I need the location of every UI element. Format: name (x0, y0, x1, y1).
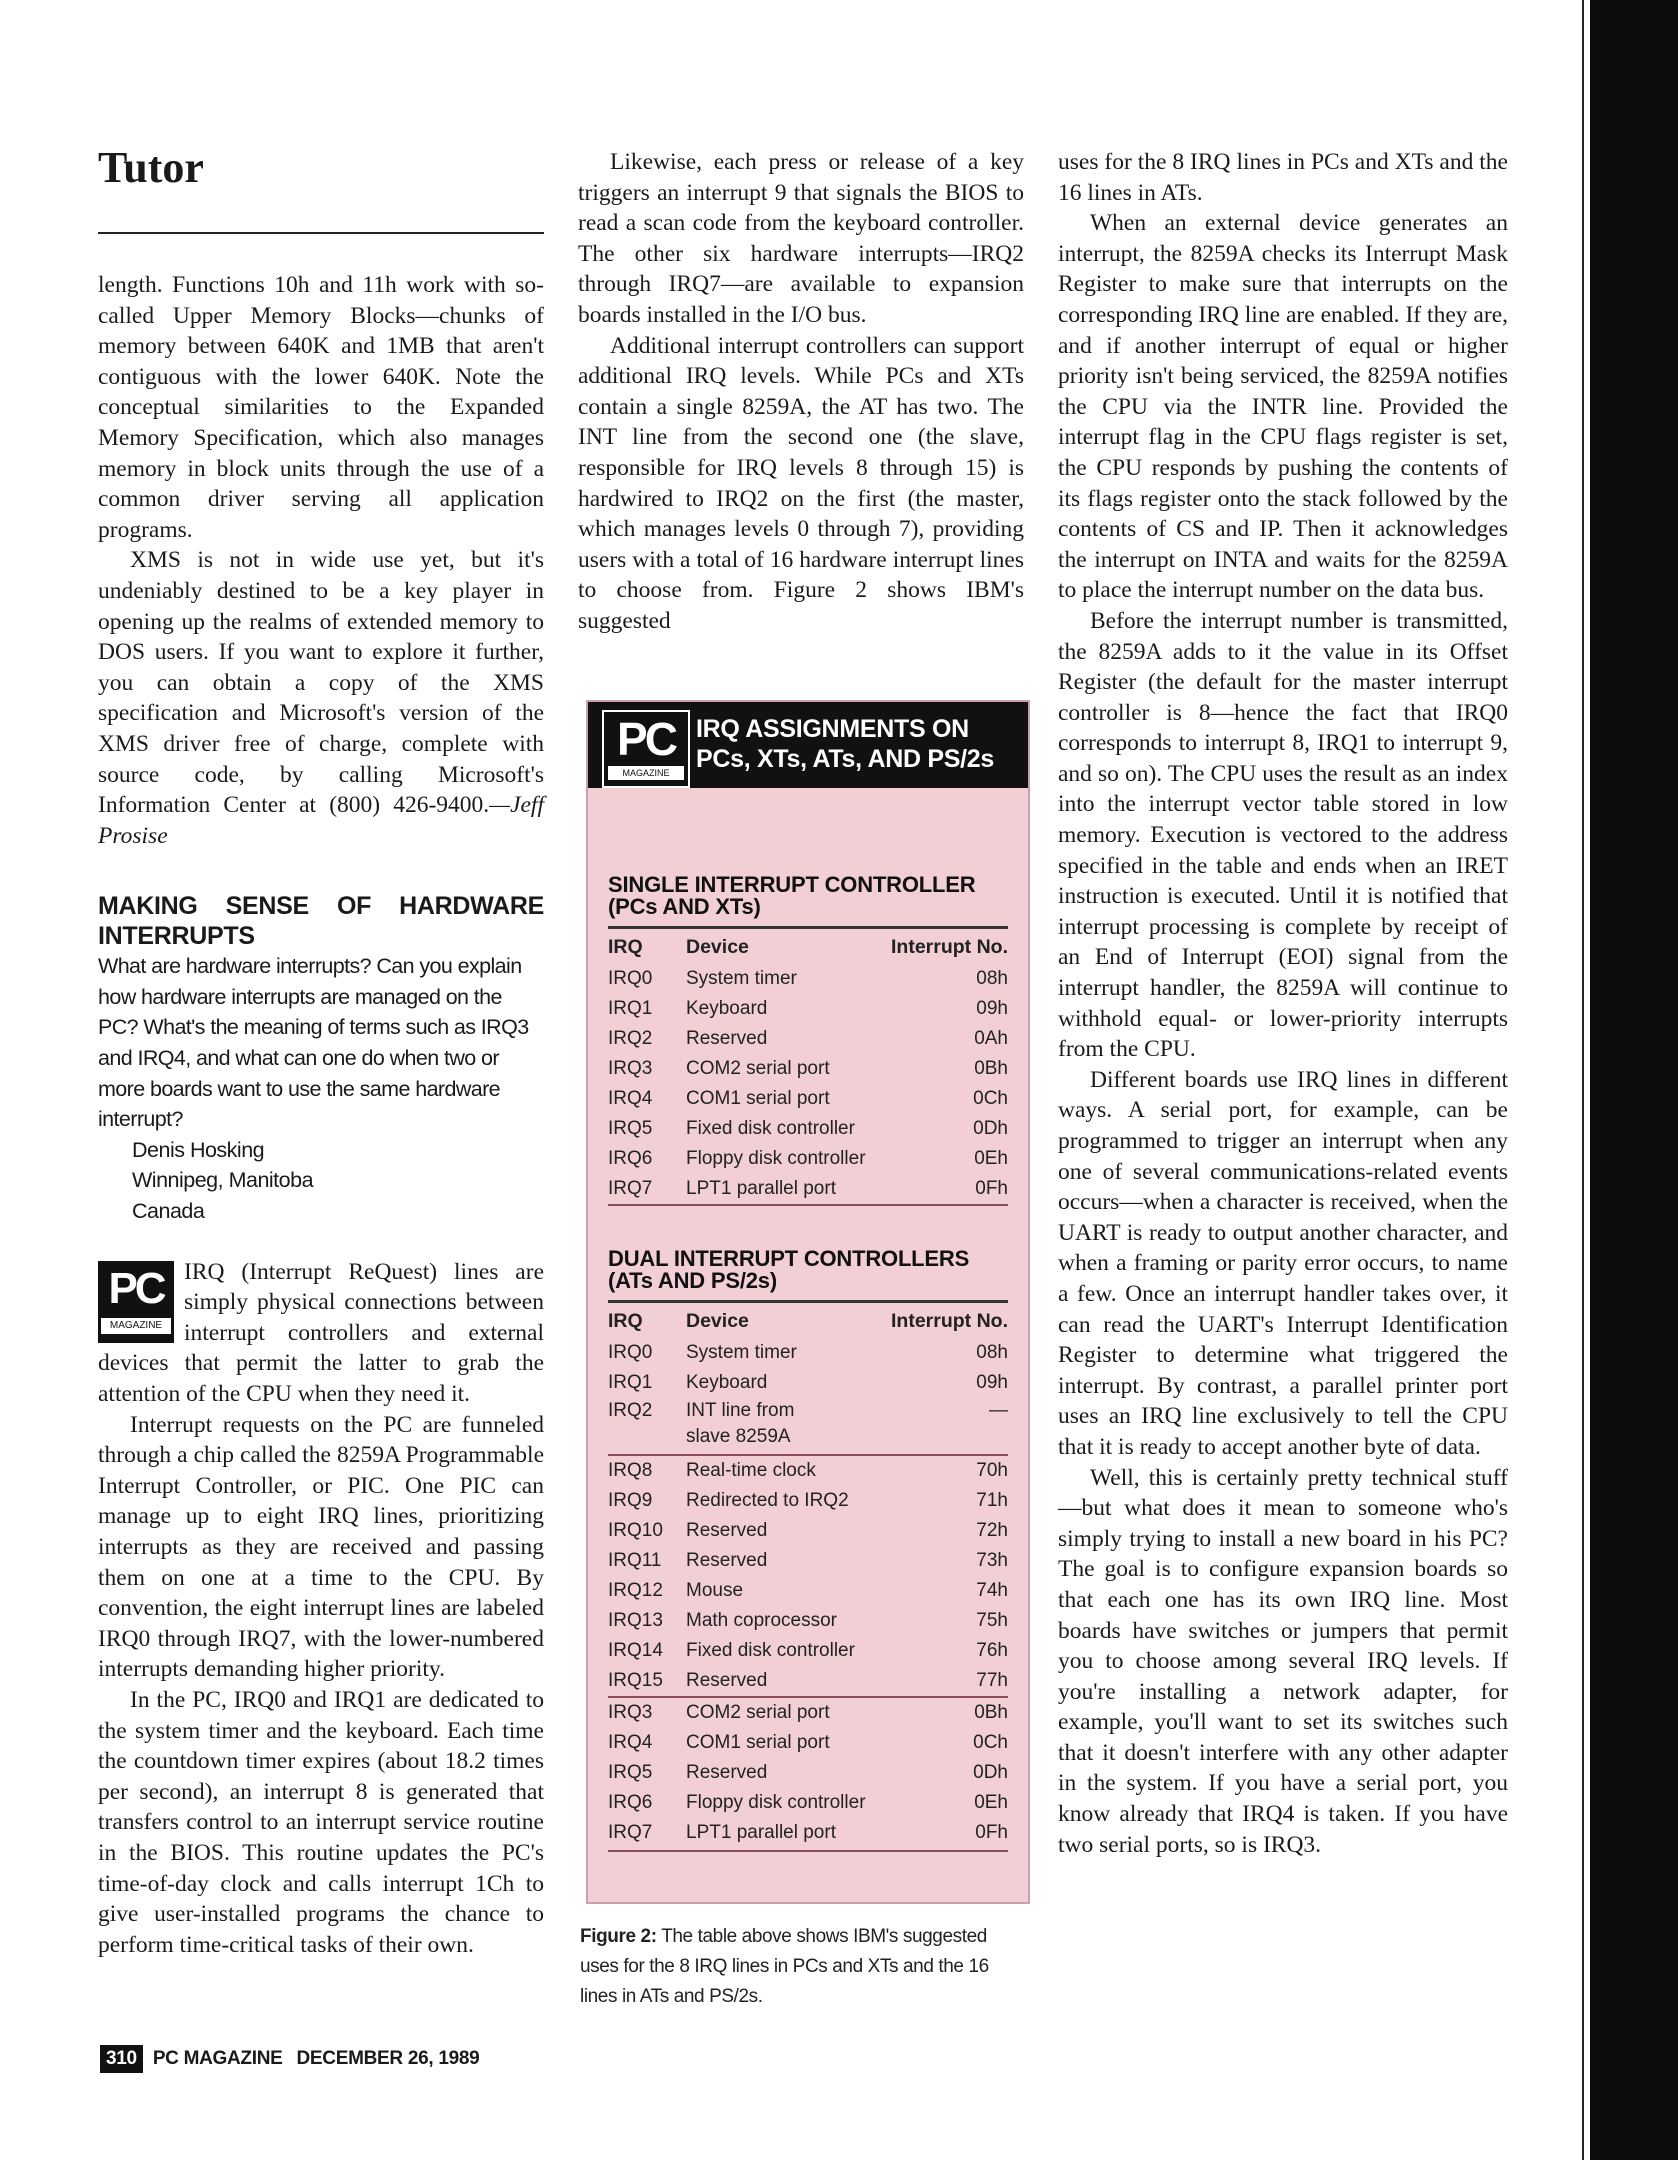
answer-first-text: IRQ (Interrupt ReQuest) lines are simply physical connections between interrupt controllers and external devices that permit the latter to grab the attention of the CPU when they need it. (98, 1258, 544, 1407)
irq-cell: IRQ (608, 936, 643, 958)
table-header-row (608, 1306, 1008, 1336)
irq-cell: IRQ7 (608, 1822, 653, 1843)
interrupt-number-cell: 08h (976, 1342, 1008, 1363)
device-cell: Fixed disk controller (686, 1640, 855, 1661)
interrupt-number-cell: 0Dh (973, 1762, 1008, 1783)
device-cell: Reserved (686, 1670, 768, 1691)
page-number: 310 (100, 2045, 143, 2073)
device-cell: COM2 serial port (686, 1058, 830, 1079)
irq-cell: IRQ3 (608, 1058, 653, 1079)
table-row (608, 1546, 1008, 1576)
irq-cell: IRQ2 (608, 1028, 653, 1049)
table-row (608, 1144, 1008, 1174)
device-cell: Redirected to IRQ2 (686, 1490, 849, 1511)
col1-paragraph (98, 545, 544, 851)
column-1 (98, 270, 544, 1960)
table-row (608, 1606, 1008, 1636)
col1-paragraph: length. Functions 10h and 11h work with so-called Upper Memory Blocks—chunks of memory between 640K and 1MB that aren't contiguous with the lower 640K. Note the conceptual similarities to the Expanded Memory Specification, which also manages memory in block units through the use of a common driver serving all application programs. (98, 272, 544, 543)
col1-paragraph: Interrupt requests on the PC are funneled through a chip called the 8259A Programmable Interrupt Controller, or PIC. One PIC can manage up to eight IRQ lines, prioritizing interrupts as they are received and passing them on one at a time to the CPU. By convention, the eight interrupt lines are labeled IRQ0 through IRQ7, with the lower-numbered interrupts demanding higher priority. (98, 1411, 544, 1683)
col3-paragraph: Before the interrupt number is transmitted, the 8259A adds to it the value in its Offset Register (the default for the master interrupt controller is 8—hence the fact that IRQ0 corresponds to interrupt 8, IRQ1 to interrupt 9, and so on). The CPU uses the result as an index into the interrupt vector table stored in low memory. Execution is vectored to the address specified in the table and ends when an IRET instruction is executed. Until it is notified that interrupt processing is complete by receipt of an End of Interrupt (EOI) signal from the interrupt handler, the 8259A will continue to withhold equal- or lower-priority interrupts from the CPU. (1058, 607, 1508, 1063)
table-rule (608, 926, 1008, 929)
table-row (608, 1338, 1008, 1368)
device-cell: COM1 serial port (686, 1732, 830, 1753)
device-cell: System timer (686, 1342, 797, 1363)
table-row (608, 964, 1008, 994)
device-cell: Real-time clock (686, 1460, 816, 1481)
single-controller-heading: SINGLE INTERRUPT CONTROLLER (608, 872, 976, 897)
device-cell: Device (686, 936, 749, 958)
figure-caption (580, 1922, 1020, 2012)
question-author: Denis Hosking (132, 1137, 265, 1162)
page-edge-line (1582, 0, 1584, 2160)
table-row (608, 1666, 1008, 1696)
irq-cell: IRQ10 (608, 1520, 663, 1541)
table-row (608, 1636, 1008, 1666)
interrupt-number-cell: Interrupt No. (891, 1310, 1008, 1332)
irq-cell: IRQ15 (608, 1670, 663, 1691)
table-row (608, 1368, 1008, 1398)
device-cell: LPT1 parallel port (686, 1822, 836, 1843)
section-label: Tutor (98, 143, 204, 192)
article-heading: MAKING SENSE OF HARDWARE INTERRUPTS (98, 892, 544, 951)
irq-cell: IRQ4 (608, 1732, 653, 1753)
col3-paragraph: uses for the 8 IRQ lines in PCs and XTs and the 16 lines in ATs. (1058, 149, 1508, 206)
col1-paragraph: In the PC, IRQ0 and IRQ1 are dedicated to the system timer and the keyboard. Each time the countdown timer expires (about 18.2 times per second), an interrupt 8 is generated that transfers control to an interrupt service routine in the BIOS. This routine updates the PC's time-of-day clock and calls interrupt 1Ch to give user-installed programs the chance to perform time-critical tasks of their own. (98, 1686, 544, 1958)
question-country: Canada (132, 1199, 205, 1224)
section-rule (98, 232, 544, 234)
page-edge-black (1590, 0, 1678, 2160)
table-row (608, 1516, 1008, 1546)
table-row (608, 1758, 1008, 1788)
device-cell: Reserved (686, 1762, 768, 1783)
irq-cell: IRQ0 (608, 968, 653, 989)
irq-cell: IRQ1 (608, 998, 653, 1019)
interrupt-number-cell: — (989, 1400, 1008, 1421)
irq-cell: IRQ6 (608, 1792, 653, 1813)
interrupt-number-cell: 77h (976, 1670, 1008, 1691)
table-row (608, 1698, 1008, 1728)
col1-answer-paragraph (98, 1257, 544, 1410)
single-controller-subheading: (PCs AND XTs) (608, 894, 761, 919)
col2-paragraph: Additional interrupt controllers can support additional IRQ levels. While PCs and XTs contain a single 8259A, the AT has two. The INT line from the second one (the slave, responsible for IRQ levels 8 through 15) is hardwired to IRQ2 on the first (the master, which manages levels 0 through 7), providing users with a total of 16 hardware interrupt lines to choose from. Figure 2 shows IBM's suggested (578, 332, 1024, 634)
interrupt-number-cell: 75h (976, 1610, 1008, 1631)
table-row (608, 994, 1008, 1024)
device-cell: Device (686, 1310, 749, 1332)
irq-cell: IRQ8 (608, 1460, 653, 1481)
table-divider (608, 1204, 1008, 1206)
table-row (608, 1788, 1008, 1818)
interrupt-number-cell: 0Fh (975, 1178, 1008, 1199)
device-cell: System timer (686, 968, 797, 989)
table-row (608, 1818, 1008, 1848)
irq-cell: IRQ13 (608, 1610, 663, 1631)
irq-figure-box (586, 700, 1030, 1904)
col1-xms-text: XMS is not in wide use yet, but it's undeniably destined to be a key player in opening up the realms of extended memory to DOS users. If you want to explore it further, you can obtain a copy of the XMS specification and Microsoft's version of the XMS driver free of charge, complete with source code, by calling Microsoft's Information Center at (800) 426-9400. (98, 547, 544, 819)
irq-cell: IRQ5 (608, 1118, 653, 1139)
interrupt-number-cell: 0Bh (974, 1702, 1008, 1723)
interrupt-number-cell: 0Bh (974, 1058, 1008, 1079)
device-cell: Floppy disk controller (686, 1792, 866, 1813)
table-header-row (608, 932, 1008, 962)
irq-cell: IRQ0 (608, 1342, 653, 1363)
device-cell: Math coprocessor (686, 1610, 838, 1631)
device-cell: Reserved (686, 1028, 768, 1049)
figure-title: IRQ ASSIGNMENTS ON PCs, XTs, ATs, AND PS/2s (696, 715, 994, 773)
magazine-name: PC MAGAZINE (152, 2048, 283, 2069)
interrupt-number-cell: 72h (976, 1520, 1008, 1541)
table-row (608, 1084, 1008, 1114)
author-signature: —Jeff Prosise (98, 792, 544, 849)
interrupt-number-cell: 0Ch (973, 1088, 1008, 1109)
device-cell: COM1 serial port (686, 1088, 830, 1109)
irq-cell: IRQ (608, 1310, 643, 1332)
table-row (608, 1174, 1008, 1204)
table-row (608, 1576, 1008, 1606)
pc-magazine-logo: PC MAGAZINE (98, 1261, 174, 1343)
irq-cell: IRQ4 (608, 1088, 653, 1109)
interrupt-number-cell: 0Eh (974, 1148, 1008, 1169)
col2-paragraph: Likewise, each press or release of a key triggers an interrupt 9 that signals the BIOS to read a scan code from the keyboard controller. The other six hardware interrupts—IRQ2 through IRQ7—are available to expansion boards installed in the I/O bus. (578, 149, 1024, 328)
device-cell: Reserved (686, 1520, 768, 1541)
device-cell: LPT1 parallel port (686, 1178, 836, 1199)
irq-cell: IRQ7 (608, 1178, 653, 1199)
table-row (608, 1054, 1008, 1084)
irq-cell: IRQ2 (608, 1400, 653, 1421)
caption-label: Figure 2: (580, 1926, 657, 1947)
irq-cell: IRQ14 (608, 1640, 663, 1661)
device-cell-line2: slave 8259A (686, 1426, 791, 1447)
question-city: Winnipeg, Manitoba (132, 1168, 314, 1193)
interrupt-number-cell: 08h (976, 968, 1008, 989)
issue-date: DECEMBER 26, 1989 (296, 2048, 480, 2069)
table-row (608, 1728, 1008, 1758)
interrupt-number-cell: 0Fh (975, 1822, 1008, 1843)
interrupt-number-cell: 73h (976, 1550, 1008, 1571)
device-cell: Keyboard (686, 1372, 768, 1393)
irq-cell: IRQ9 (608, 1490, 653, 1511)
interrupt-number-cell: 0Ah (974, 1028, 1008, 1049)
table-row (608, 1398, 1008, 1454)
interrupt-number-cell: 09h (976, 998, 1008, 1019)
col3-paragraph: Well, this is certainly pretty technical stuff—but what does it mean to someone who's simply trying to install a new board in his PC? The goal is to configure expansion boards so that each one has its own IRQ line. Most boards have switches or jumpers that permit you to choose among several IRQ levels. If you're installing a network adapter, for example, you'll want to set its switches such that it doesn't interfere with any other adapter in the system. If you have a serial port, you know already that IRQ4 is taken. If you have two serial ports, so is IRQ3. (1058, 1464, 1508, 1858)
table-rule (608, 1300, 1008, 1303)
dual-controller-heading: DUAL INTERRUPT CONTROLLERS (608, 1246, 970, 1271)
irq-cell: IRQ12 (608, 1580, 663, 1601)
interrupt-number-cell: 70h (976, 1460, 1008, 1481)
table-row (608, 1456, 1008, 1486)
dual-controller-subheading: (ATs AND PS/2s) (608, 1268, 777, 1293)
interrupt-number-cell: 0Eh (974, 1792, 1008, 1813)
interrupt-number-cell: 0Dh (973, 1118, 1008, 1139)
pc-magazine-logo: PC MAGAZINE (602, 710, 690, 788)
irq-cell: IRQ1 (608, 1372, 653, 1393)
irq-cell: IRQ5 (608, 1762, 653, 1783)
column-2 (578, 147, 1024, 637)
device-cell: Mouse (686, 1580, 744, 1601)
irq-cell: IRQ3 (608, 1702, 653, 1723)
interrupt-number-cell: 71h (976, 1490, 1008, 1511)
col3-paragraph: Different boards use IRQ lines in different ways. A serial port, for example, can be programmed to trigger an interrupt when any one of several communications-related events occurs—when a character is received, when the UART is ready to output another character, and when a framing or parity error occurs, to name a few. Once an interrupt handler takes over, it can read the UART's Interrupt Identification Register to determine what triggered the interrupt. By contrast, a parallel printer port uses an IRQ line exclusively to tell the CPU that it is ready to accept another byte of data. (1058, 1066, 1508, 1460)
column-3 (1058, 147, 1508, 1860)
interrupt-number-cell: Interrupt No. (891, 936, 1008, 958)
caption-text: The table above shows IBM's suggested uses for the 8 IRQ lines in PCs and XTs and the 16 lines in ATs and PS/2s. (580, 1926, 989, 2007)
col3-paragraph: When an external device generates an interrupt, the 8259A checks its Interrupt Mask Register to make sure that interrupts on the corresponding IRQ line are enabled. If they are, and if another interrupt of equal or higher priority isn't being serviced, the 8259A notifies the CPU via the INTR line. Provided the interrupt flag in the CPU flags register is set, the CPU responds by pushing the contents of its flags register onto the stack followed by the contents of CS and IP. Then it acknowledges the interrupt on INTA and waits for the 8259A to place the interrupt number on the data bus. (1058, 210, 1508, 604)
table-row (608, 1114, 1008, 1144)
reader-question: What are hardware interrupts? Can you explain how hardware interrupts are managed on the PC? What's the meaning of terms such as IRQ3 and IRQ4, and what can one do when two or more boards want to use the same hardware interrupt? (98, 954, 529, 1132)
table-row (608, 1024, 1008, 1054)
device-cell: INT line from (686, 1400, 795, 1421)
device-cell: Fixed disk controller (686, 1118, 855, 1139)
irq-cell: IRQ6 (608, 1148, 653, 1169)
interrupt-number-cell: 0Ch (973, 1732, 1008, 1753)
device-cell: Floppy disk controller (686, 1148, 866, 1169)
device-cell: Reserved (686, 1550, 768, 1571)
page-footer (100, 2045, 479, 2073)
table-row (608, 1486, 1008, 1516)
device-cell: Keyboard (686, 998, 768, 1019)
irq-cell: IRQ11 (608, 1550, 662, 1571)
figure-title-bar (588, 702, 1028, 788)
table-divider (608, 1850, 1008, 1852)
device-cell: COM2 serial port (686, 1702, 830, 1723)
interrupt-number-cell: 76h (976, 1640, 1008, 1661)
interrupt-number-cell: 09h (976, 1372, 1008, 1393)
interrupt-number-cell: 74h (976, 1580, 1008, 1601)
